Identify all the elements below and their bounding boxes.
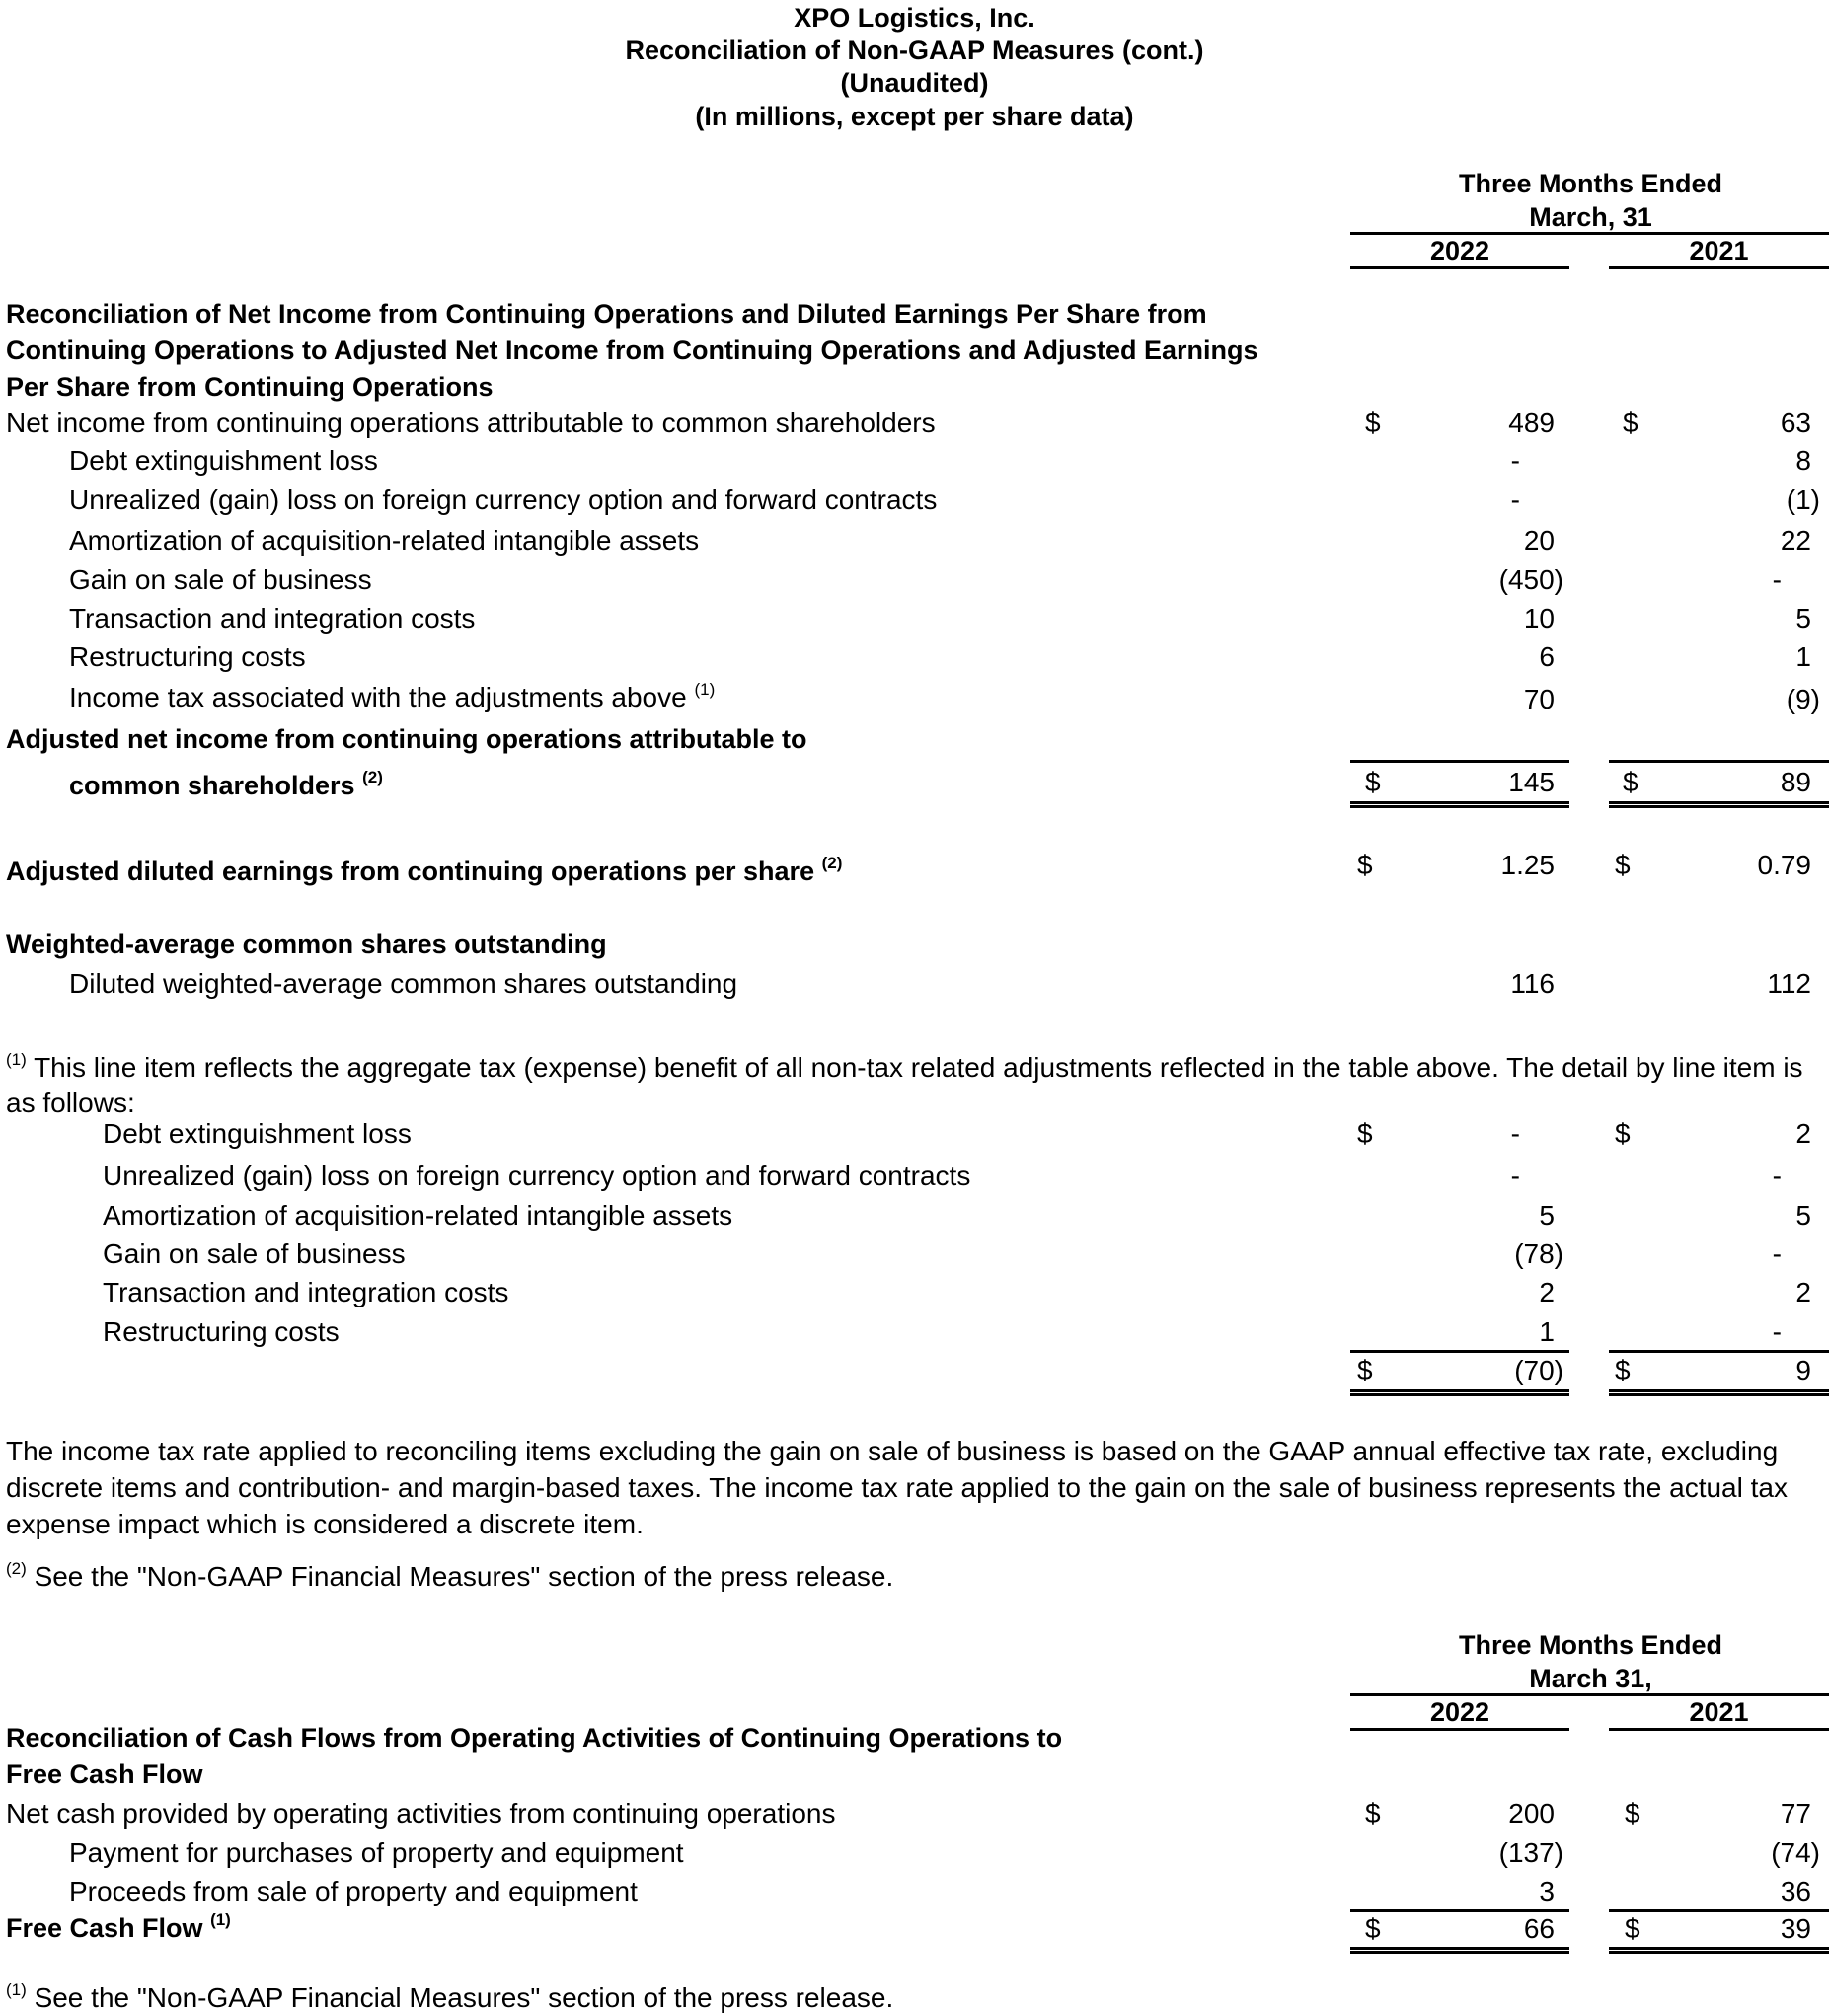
adj-row-2021: - xyxy=(1772,564,1782,595)
adj-row-2021: 22 xyxy=(1780,525,1811,556)
currency-symbol: $ xyxy=(1357,1355,1373,1385)
table1-period-line1: Three Months Ended xyxy=(1458,169,1722,198)
table1-section-title-3: Per Share from Continuing Operations xyxy=(6,372,494,402)
fcf-label: Free Cash Flow $^{(1)}$ xyxy=(6,1910,231,1943)
footnote-marker: (2) xyxy=(6,1559,27,1578)
total-double-rule xyxy=(1609,801,1829,808)
currency-symbol: $ xyxy=(1625,1798,1640,1829)
subtotal-rule xyxy=(1609,1350,1829,1353)
footnote-ref: (2) xyxy=(362,768,383,786)
net-cash-2022: 200 xyxy=(1508,1798,1555,1829)
company-name: XPO Logistics, Inc. xyxy=(794,3,1035,33)
tax-detail-label: Transaction and integration costs xyxy=(103,1277,509,1307)
unaudited-label: (Unaudited) xyxy=(840,68,989,98)
shares-label: Diluted weighted-average common shares outstanding xyxy=(69,968,738,999)
net-income-2021: 63 xyxy=(1780,408,1811,438)
tax-detail-label: Amortization of acquisition-related intangible assets xyxy=(103,1200,733,1231)
tax-detail-2022: 2 xyxy=(1539,1277,1555,1307)
net-income-label: Net income from continuing operations attributable to common shareholders xyxy=(6,408,936,438)
table1-col-2021-rule xyxy=(1609,266,1829,269)
currency-symbol: $ xyxy=(1615,1355,1631,1385)
adj-row-2022: (450) xyxy=(1498,564,1563,595)
tax-detail-2021: 2 xyxy=(1795,1277,1811,1307)
proceeds-label: Proceeds from sale of property and equipment xyxy=(69,1876,638,1906)
tax-detail-2022: 1 xyxy=(1539,1316,1555,1347)
capex-2022: (137) xyxy=(1498,1837,1563,1868)
adj-row-2021: (9) xyxy=(1786,684,1820,714)
adj-row-label: Gain on sale of business xyxy=(69,564,372,595)
currency-symbol: $ xyxy=(1365,408,1381,438)
footnote-ref: (2) xyxy=(821,854,843,872)
report-title: Reconciliation of Non-GAAP Measures (cont.) xyxy=(625,36,1204,65)
total-double-rule xyxy=(1609,1389,1829,1396)
currency-symbol: $ xyxy=(1357,1118,1373,1149)
currency-symbol: $ xyxy=(1365,1798,1381,1829)
net-cash-label: Net cash provided by operating activities from continuing operations xyxy=(6,1798,836,1829)
table1-col-2022-rule xyxy=(1350,266,1569,269)
table2-col-2022-rule xyxy=(1350,1728,1569,1731)
adj-row-label: Transaction and integration costs xyxy=(69,603,476,634)
table2-period-line1: Three Months Ended xyxy=(1458,1630,1722,1660)
adj-row-2022: - xyxy=(1510,445,1520,476)
tax-rate-note: The income tax rate applied to reconciling items excluding the gain on sale of business is based on the GAAP annual effective tax rate, excluding discrete items and contribution- and margin-based taxes. The income tax rate applied to the gain on the sale of business represents the actual tax expense impact which is considered a discrete item. xyxy=(6,1436,1788,1539)
adjusted-eps-2022: 1.25 xyxy=(1500,850,1555,880)
subtotal-rule xyxy=(1350,1350,1569,1353)
proceeds-2021: 36 xyxy=(1780,1876,1811,1906)
adj-row-label: Unrealized (gain) loss on foreign currency option and forward contracts xyxy=(69,485,938,515)
currency-symbol: $ xyxy=(1623,408,1638,438)
total-double-rule xyxy=(1350,1947,1569,1954)
adj-row-2022: 20 xyxy=(1523,525,1555,556)
adjusted-ni-label-1: Adjusted net income from continuing operations attributable to xyxy=(6,724,807,754)
table1-section-title-1: Reconciliation of Net Income from Continuing Operations and Diluted Earnings Per Share from xyxy=(6,299,1207,329)
adj-row-2021: 1 xyxy=(1795,641,1811,672)
shares-title: Weighted-average common shares outstanding xyxy=(6,930,607,959)
footnote1-text: $^{(1)}$ This line item reflects the aggregate tax (expense) benefit of all non-tax related adjustments reflected in the table above. The detail by line item is as follows: xyxy=(6,1050,1803,1118)
adjusted-eps-label: Adjusted diluted earnings from continuing operations per share $^{(2)}$ xyxy=(6,854,843,886)
currency-symbol: $ xyxy=(1625,1913,1640,1944)
subtotal-rule xyxy=(1350,760,1569,763)
adj-row-label: Restructuring costs xyxy=(69,641,306,672)
adj-row-2022: 70 xyxy=(1523,684,1555,714)
adj-row-2022: - xyxy=(1510,485,1520,515)
adjusted-ni-label-2: common shareholders $^{(2)}$ xyxy=(69,768,383,800)
total-double-rule xyxy=(1609,1947,1829,1954)
proceeds-2022: 3 xyxy=(1539,1876,1555,1906)
currency-symbol: $ xyxy=(1615,1118,1631,1149)
net-cash-2021: 77 xyxy=(1780,1798,1811,1829)
adj-row-2022: 10 xyxy=(1523,603,1555,634)
adj-row-label: Debt extinguishment loss xyxy=(69,445,378,476)
currency-symbol: $ xyxy=(1615,850,1631,880)
shares-2021: 112 xyxy=(1767,968,1811,999)
table1-col-2022: 2022 xyxy=(1429,236,1490,265)
footnote2-text: $^{(2)}$ See the "Non-GAAP Financial Measures" section of the press release. xyxy=(6,1559,894,1592)
table2-period-line2: March 31, xyxy=(1529,1664,1652,1693)
tax-detail-2021: - xyxy=(1772,1238,1782,1269)
income-tax-row-label: Income tax associated with the adjustments above $^{(1)}$ xyxy=(69,680,716,712)
tax-detail-2021: 2 xyxy=(1795,1118,1811,1149)
currency-symbol: $ xyxy=(1357,850,1373,880)
table2-section-title-2: Free Cash Flow xyxy=(6,1759,203,1789)
tax-detail-label: Debt extinguishment loss xyxy=(103,1118,412,1149)
units-label: (In millions, except per share data) xyxy=(695,102,1134,131)
table2-col-2021-rule xyxy=(1609,1728,1829,1731)
table1-col-2021: 2021 xyxy=(1689,236,1749,265)
tax-detail-label: Restructuring costs xyxy=(103,1316,340,1347)
table2-section-title-1: Reconciliation of Cash Flows from Operating Activities of Continuing Operations to xyxy=(6,1723,1063,1753)
tax-detail-total-2022: (70) xyxy=(1514,1355,1563,1385)
subtotal-rule xyxy=(1609,760,1829,763)
adj-row-2021: 8 xyxy=(1795,445,1811,476)
net-income-2022: 489 xyxy=(1508,408,1555,438)
tax-detail-2022: - xyxy=(1510,1160,1520,1191)
tax-detail-2022: - xyxy=(1510,1118,1520,1149)
shares-2022: 116 xyxy=(1510,968,1555,999)
capex-label: Payment for purchases of property and equipment xyxy=(69,1837,684,1868)
adj-row-2022: 6 xyxy=(1539,641,1555,672)
adjusted-ni-2022: 145 xyxy=(1508,767,1555,797)
capex-2021: (74) xyxy=(1771,1837,1820,1868)
adjusted-eps-2021: 0.79 xyxy=(1757,850,1811,880)
footnote-marker: (1) xyxy=(6,1050,27,1069)
total-double-rule xyxy=(1350,801,1569,808)
footnote-marker: (1) xyxy=(6,1980,27,1999)
footnote3-text: $^{(1)}$ See the "Non-GAAP Financial Measures" section of the press release. xyxy=(6,1980,894,2013)
tax-detail-total-2021: 9 xyxy=(1795,1355,1811,1385)
table1-section-title-2: Continuing Operations to Adjusted Net Income from Continuing Operations and Adjusted Earnings xyxy=(6,336,1258,365)
fcf-2022: 66 xyxy=(1523,1913,1555,1944)
currency-symbol: $ xyxy=(1365,1913,1381,1944)
adj-row-label: Amortization of acquisition-related intangible assets xyxy=(69,525,700,556)
footnote-ref: (1) xyxy=(210,1910,231,1929)
adj-row-2021: 5 xyxy=(1795,603,1811,634)
tax-detail-label: Gain on sale of business xyxy=(103,1238,406,1269)
tax-detail-2021: - xyxy=(1772,1160,1782,1191)
table2-col-2022: 2022 xyxy=(1429,1697,1490,1727)
tax-detail-2021: 5 xyxy=(1795,1200,1811,1231)
adj-row-2021: (1) xyxy=(1786,485,1820,515)
table1-period-line2: March, 31 xyxy=(1529,202,1652,232)
footnote-ref: (1) xyxy=(694,680,716,699)
tax-detail-2021: - xyxy=(1772,1316,1782,1347)
tax-detail-2022: 5 xyxy=(1539,1200,1555,1231)
currency-symbol: $ xyxy=(1623,767,1638,797)
table2-col-2021: 2021 xyxy=(1689,1697,1749,1727)
tax-detail-2022: (78) xyxy=(1514,1238,1563,1269)
adjusted-ni-2021: 89 xyxy=(1780,767,1811,797)
currency-symbol: $ xyxy=(1365,767,1381,797)
tax-detail-label: Unrealized (gain) loss on foreign currency option and forward contracts xyxy=(103,1160,971,1191)
total-double-rule xyxy=(1350,1389,1569,1396)
fcf-2021: 39 xyxy=(1780,1913,1811,1944)
